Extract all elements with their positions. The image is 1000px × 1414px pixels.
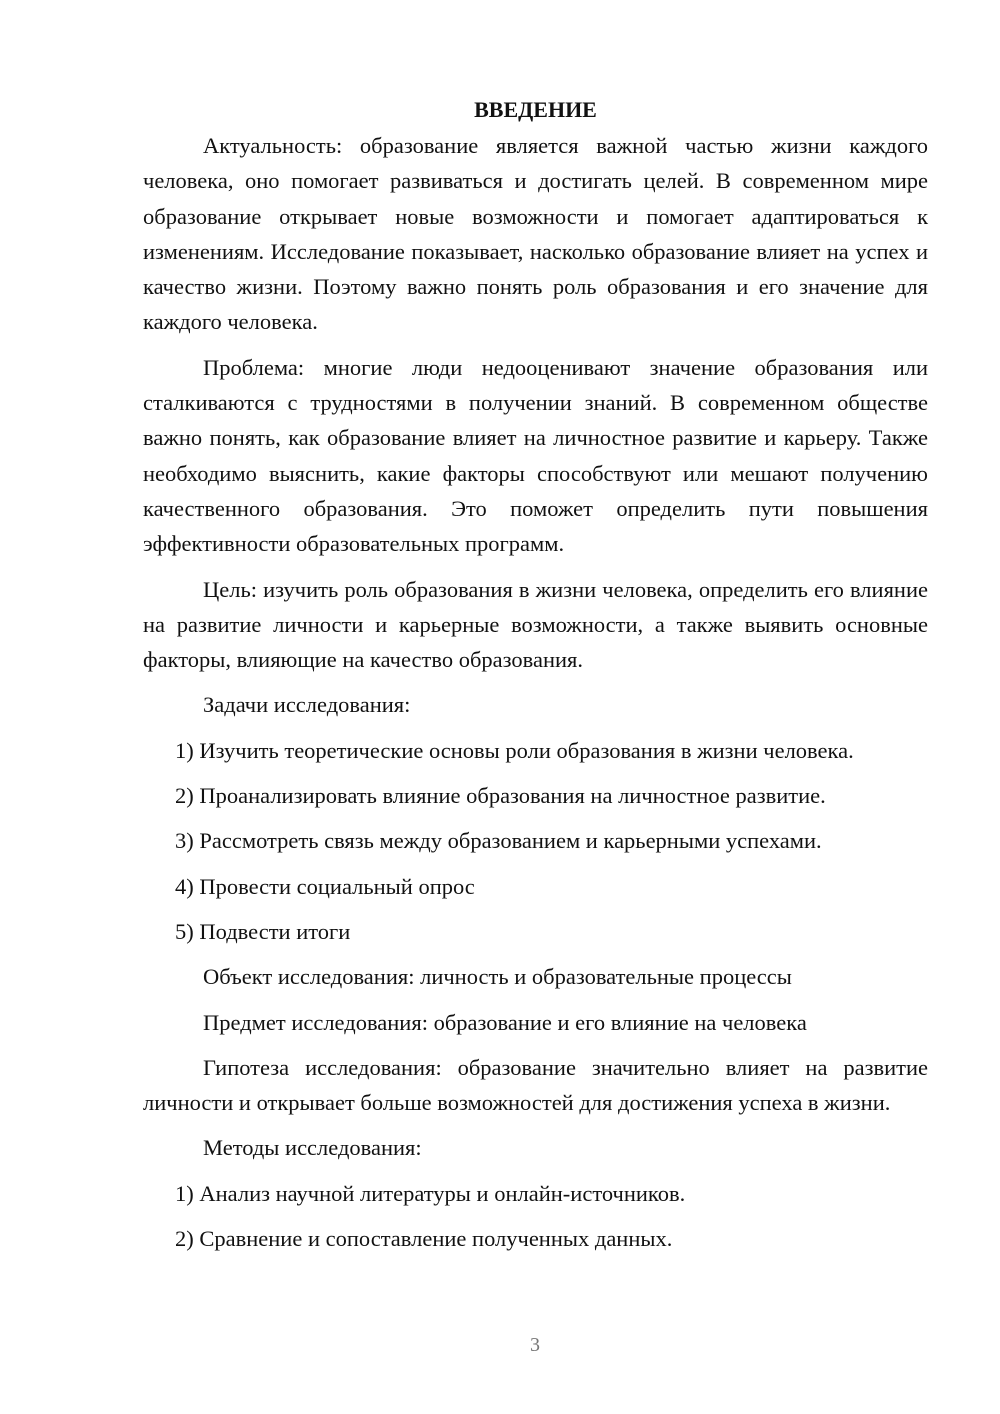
task-item: 2) Проанализировать влияние образования на личностное развитие. bbox=[175, 783, 826, 809]
task-item: 4) Провести социальный опрос bbox=[175, 873, 475, 899]
page-number: 3 bbox=[530, 1334, 540, 1356]
methods-heading: Методы исследования: bbox=[203, 1135, 422, 1161]
relevance-paragraph: Актуальность: образование является важной частью жизни каждого человека, оно помогает развиваться и достигать целей. В современном мире образование открывает новые возможности и помогает адаптироваться к изменениям. Исследование показывает, насколько образование влияет на успех и качество жизни. Поэтому важно понять роль образования и его значение для каждого человека. bbox=[143, 133, 928, 335]
tasks-heading: Задачи исследования: bbox=[203, 692, 411, 718]
method-item: 1) Анализ научной литературы и онлайн-источников. bbox=[175, 1180, 686, 1206]
hypothesis-paragraph: Гипотеза исследования: образование значительно влияет на развитие личности и открывает больше возможностей для достижения успеха в жизни. bbox=[143, 1054, 928, 1116]
subject-line: Предмет исследования: образование и его влияние на человека bbox=[203, 1009, 807, 1035]
goal-paragraph: Цель: изучить роль образования в жизни человека, определить его влияние на развитие личности и карьерные возможности, а также выявить основные факторы, влияющие на качество образования. bbox=[143, 576, 928, 673]
object-line: Объект исследования: личность и образовательные процессы bbox=[203, 964, 792, 990]
method-item: 2) Сравнение и сопоставление полученных данных. bbox=[175, 1226, 673, 1252]
task-item: 3) Рассмотреть связь между образованием и карьерными успехами. bbox=[175, 828, 822, 854]
task-item: 5) Подвести итоги bbox=[175, 918, 351, 944]
page-content bbox=[143, 92, 928, 1266]
task-item: 1) Изучить теоретические основы роли образования в жизни человека. bbox=[175, 737, 854, 763]
page-title: ВВЕДЕНИЕ bbox=[474, 97, 597, 122]
problem-paragraph: Проблема: многие люди недооценивают значение образования или сталкиваются с трудностями в получении знаний. В современном обществе важно понять, как образование влияет на личностное развитие и карьеру. Также необходимо выяснить, какие факторы способствуют или мешают получению качественного образования. Это поможет определить пути повышения эффективности образовательных программ. bbox=[143, 354, 928, 557]
